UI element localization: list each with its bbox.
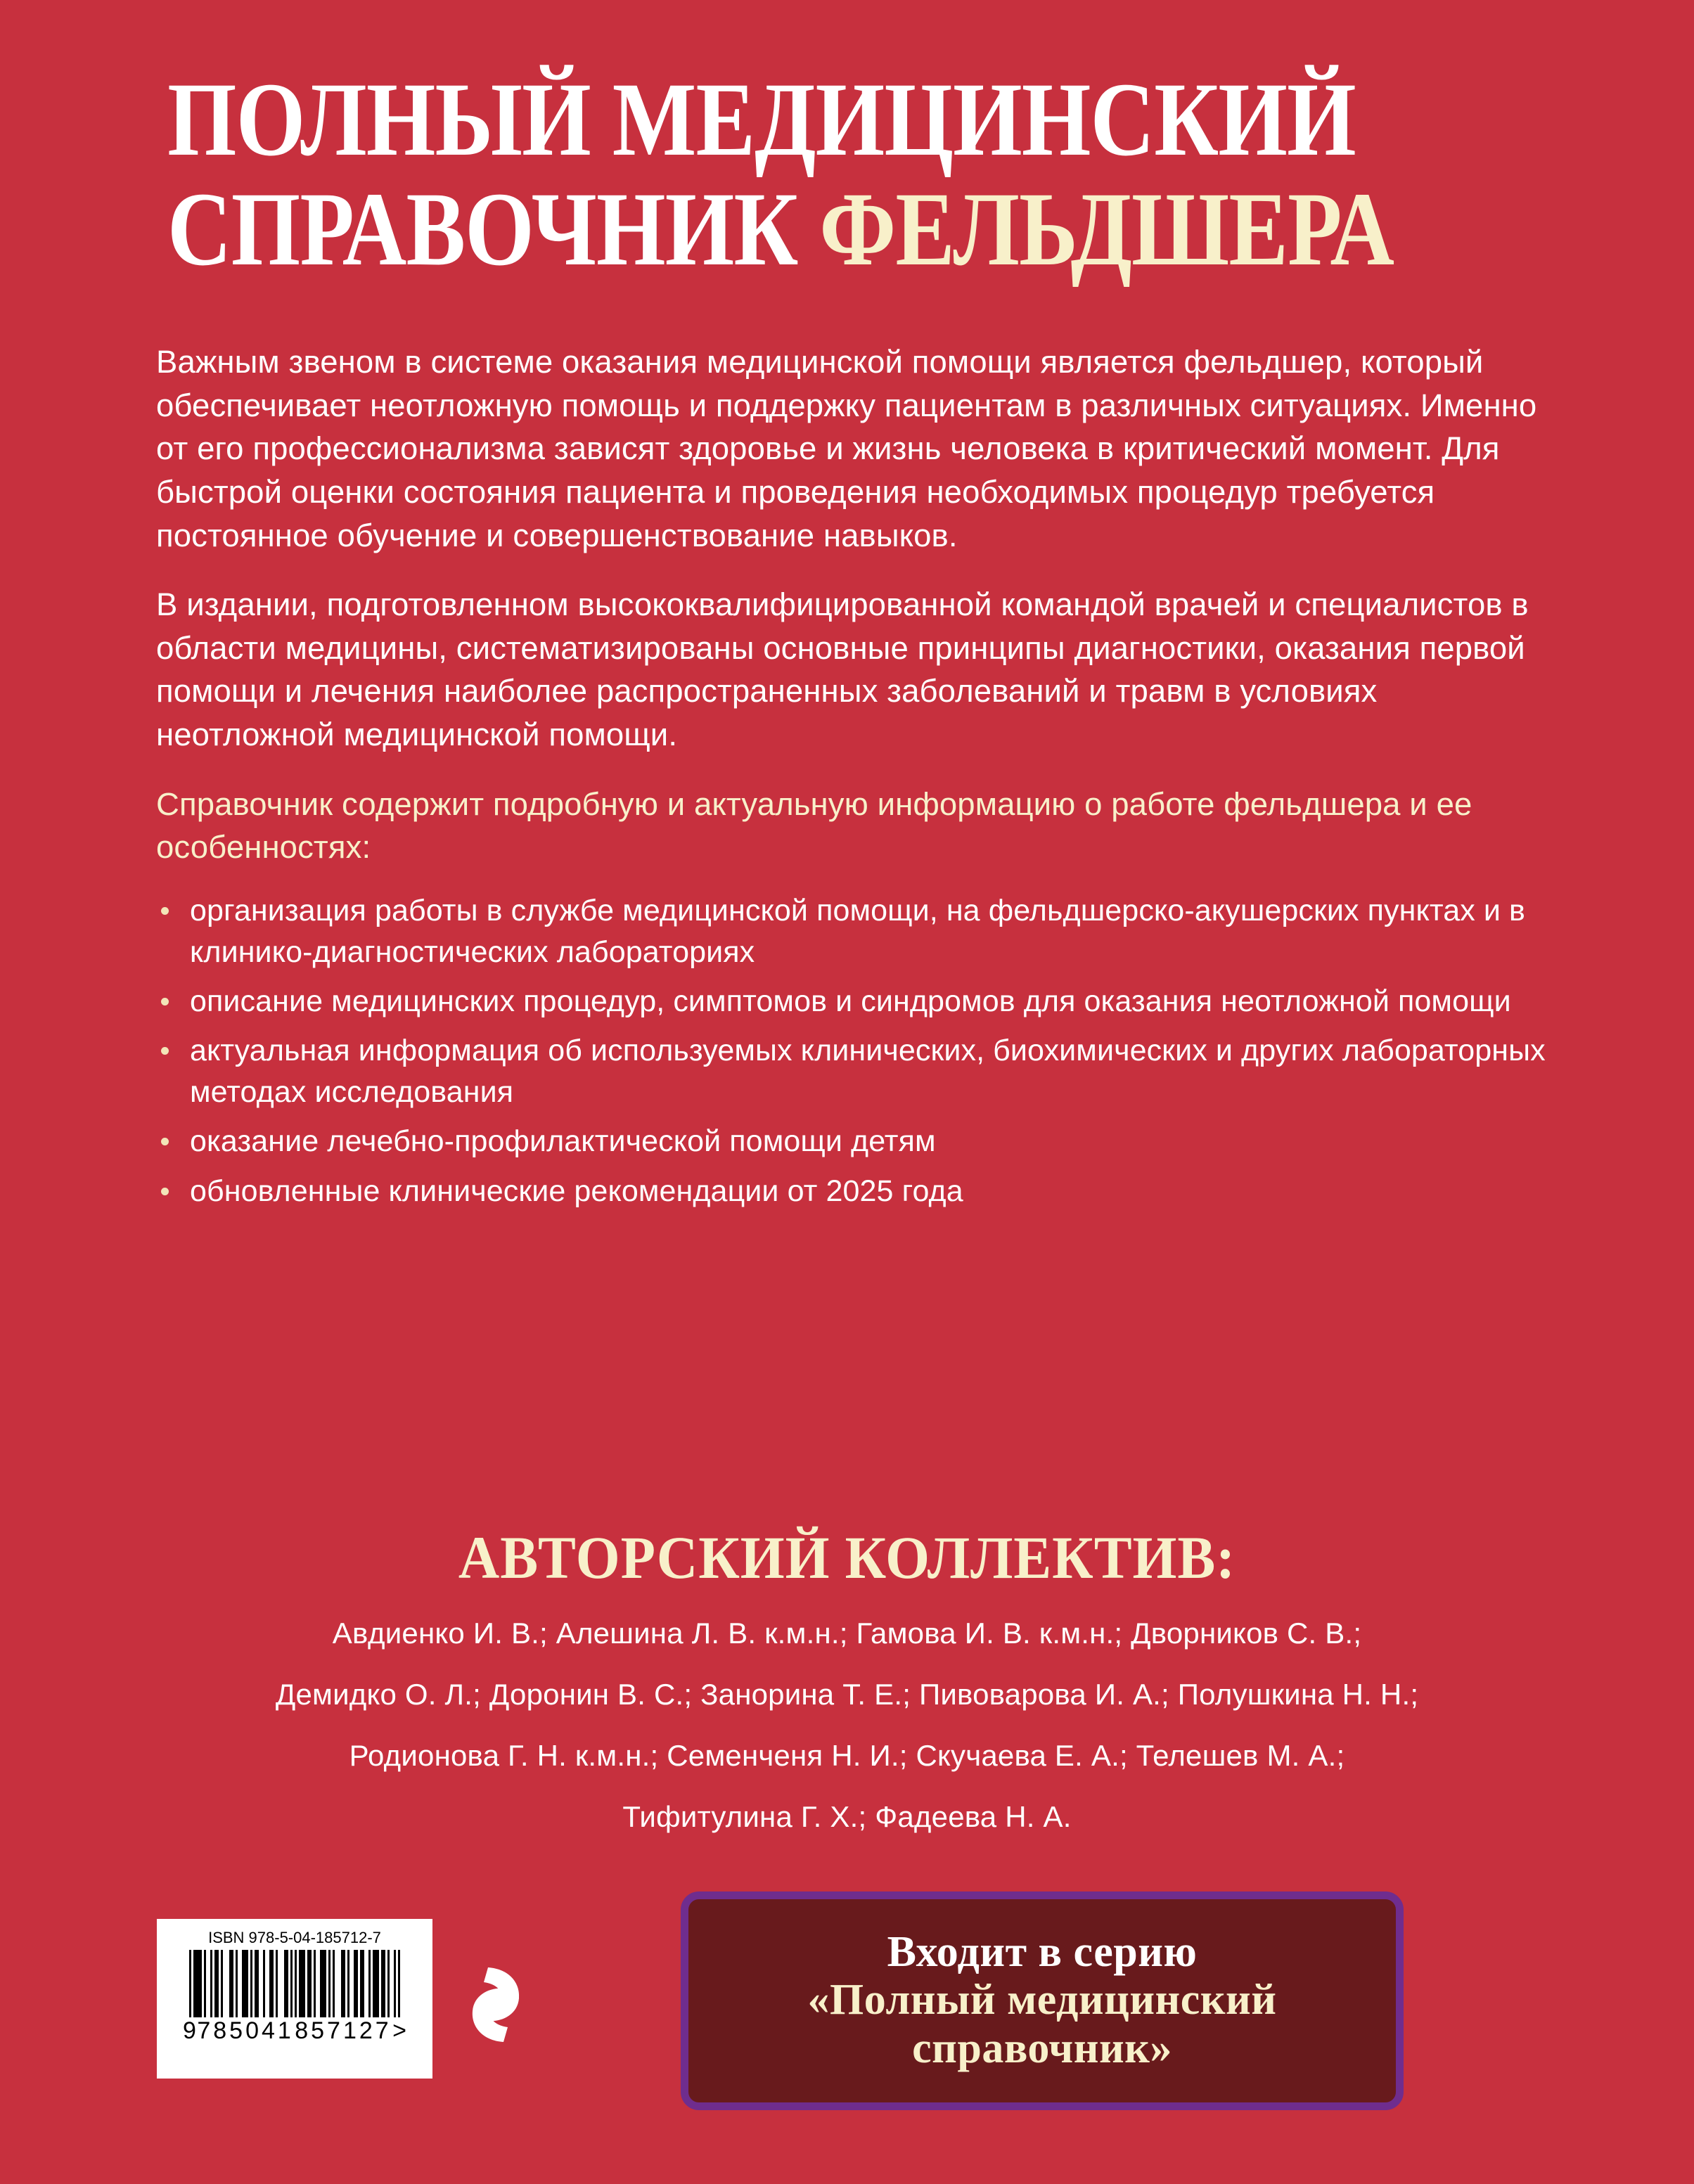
list-item-label: описание медицинских процедур, симптомов и синдромов для оказания неотложной помощи: [190, 984, 1511, 1018]
feature-list-lead-in: Справочник содержит подробную и актуальную информацию о работе фельдшера и ее особенностях:: [156, 785, 1472, 866]
list-item: [156, 981, 1555, 1022]
list-item: [156, 1030, 1555, 1112]
list-item-label: актуальная информация об используемых клинических, биохимических и других лабораторных методах исследования: [190, 1034, 1546, 1109]
isbn-label: ISBN 978-5-04-185712-7: [208, 1929, 381, 1946]
list-item-label: организация работы в службе медицинской помощи, на фельдшерско-акушерских пунктах и в клинико-диагностических лабораториях: [190, 894, 1525, 969]
list-item-label: обновленные клинические рекомендации от 2025 года: [190, 1174, 963, 1208]
feature-list: [156, 890, 1555, 1212]
list-item: [156, 1171, 1555, 1212]
author-line: Демидко О. Л.; Доронин В. С.; Занорина Т. Е.; Пивоварова И. А.; Полушкина Н. Н.;: [275, 1678, 1419, 1711]
cover-title: [167, 61, 1546, 288]
series-badge: [681, 1891, 1404, 2110]
eksmo-logo-icon: [457, 1962, 534, 2048]
barcode-digits: [183, 2017, 406, 2043]
author-line: Тифитулина Г. Х.; Фадеева Н. А.: [622, 1800, 1072, 1833]
paragraph-2: В издании, подготовленном высококвалифицированной командой врачей и специалистов в области медицины, систематизированы основные принципы диагностики, оказания первой помощи и лечения наиболее распространенных заболеваний и травм в условиях неотложной медицинской помощи.: [156, 586, 1529, 753]
bullet-dot-icon: [161, 1138, 169, 1145]
paragraph-1: Важным звеном в системе оказания медицинской помощи является фельдшер, который обеспечивает неотложную помощь и поддержку пациентам в различных ситуациях. Именно от его профессионализма зависят здоровье и жизнь человека в критический момент. Для быстрой оценки состояния пациента и проведения необходимых процедур требуется постоянное обучение и совершенствование навыков.: [156, 344, 1537, 553]
bullet-dot-icon: [161, 1047, 169, 1055]
list-item: [156, 890, 1555, 972]
author-line: Родионова Г. Н. к.м.н.; Семенченя Н. И.; Скучаева Е. А.; Телешев М. А.;: [349, 1739, 1345, 1772]
ean-digit-group-mid: 785041: [197, 2017, 294, 2044]
title-line-2-accent: ФЕЛЬДШЕРА: [819, 170, 1394, 288]
list-item-label: оказание лечебно-профилактической помощи детям: [190, 1124, 936, 1159]
series-badge-line-2: «Полный медицинский: [807, 1975, 1277, 2024]
ean-suffix: >: [392, 2017, 406, 2044]
author-line: Авдиенко И. В.; Алешина Л. В. к.м.н.; Гамова И. В. к.м.н.; Дворников С. В.;: [332, 1617, 1362, 1650]
authors-section: [0, 1524, 1694, 1833]
bullet-dot-icon: [161, 907, 169, 915]
blurb-body: [156, 340, 1555, 1220]
isbn-barcode: [157, 1919, 432, 2079]
ean-digit-group-right: 857127: [295, 2017, 392, 2044]
title-line-2: [167, 170, 1394, 288]
title-line-1: ПОЛНЫЙ МЕДИЦИНСКИЙ: [167, 61, 1356, 178]
bullet-dot-icon: [161, 1188, 169, 1195]
list-item: [156, 1121, 1555, 1162]
title-line-2-white: СПРАВОЧНИК: [167, 170, 820, 288]
bullet-dot-icon: [161, 998, 169, 1006]
authors-heading: АВТОРСКИЙ КОЛЛЕКТИВ:: [458, 1524, 1236, 1591]
series-badge-line-3: справочник»: [912, 2024, 1172, 2072]
series-badge-line-1: Входит в серию: [887, 1927, 1198, 1976]
ean-digit-group-left: 9: [183, 2017, 196, 2044]
